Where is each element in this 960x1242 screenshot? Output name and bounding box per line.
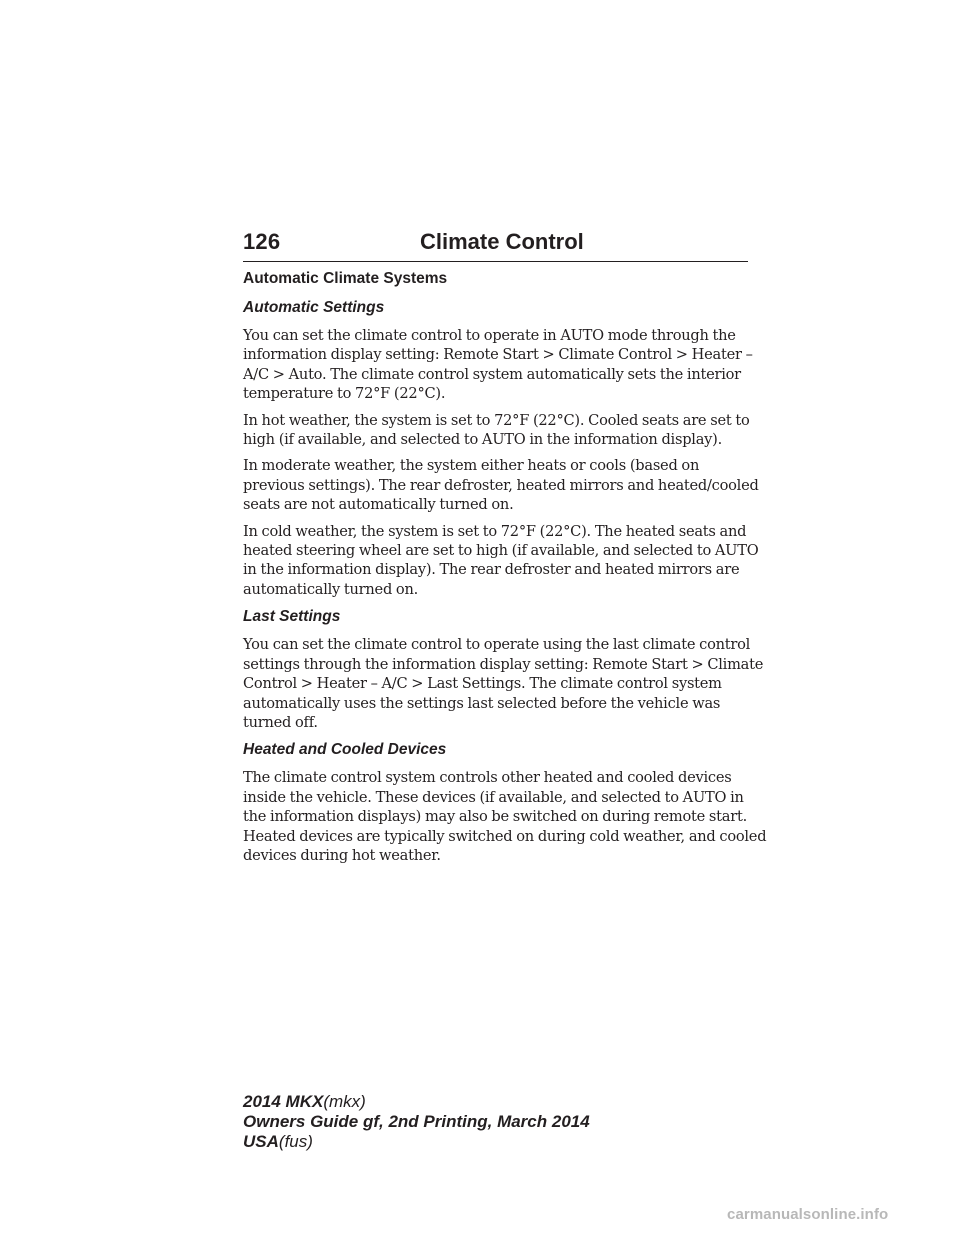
footer-region: USA	[243, 1132, 279, 1151]
text-line: In moderate weather, the system either heats or cools (based on	[243, 457, 700, 475]
text-line: temperature to 72°F (22°C).	[243, 385, 446, 403]
text-line: information display setting: Remote Start > Climate Control > Heater –	[243, 346, 753, 364]
text-line: Control > Heater – A/C > Last Settings. The climate control system	[243, 675, 722, 693]
text-line: settings through the information display setting: Remote Start > Climate	[243, 655, 764, 673]
text-line: You can set the climate control to operate using the last climate control	[243, 636, 751, 654]
automatic-settings-paragraph	[243, 326, 753, 404]
heated-cooled-devices-paragraph	[243, 768, 767, 865]
text-line: seats are not automatically turned on.	[243, 496, 514, 514]
text-line: automatically turned on.	[243, 580, 418, 598]
chapter-title: Climate Control	[420, 229, 584, 254]
text-line: In hot weather, the system is set to 72°F (22°C). Cooled seats are set to	[243, 411, 750, 429]
moderate-weather-paragraph	[243, 456, 759, 514]
footer-region-code: (fus)	[278, 1132, 313, 1151]
footer-edition-line: Owners Guide gf, 2nd Printing, March 2014	[243, 1112, 590, 1131]
text-line: Heated devices are typically switched on during cold weather, and cooled	[243, 827, 767, 845]
page-header	[243, 227, 748, 262]
text-line: automatically uses the settings last selected before the vehicle was	[243, 694, 721, 712]
text-line: the information displays) may also be switched on during remote start.	[243, 808, 747, 826]
text-line: turned off.	[243, 713, 318, 731]
text-line: You can set the climate control to operate in AUTO mode through the	[243, 327, 736, 344]
document-footer	[243, 1092, 590, 1152]
last-settings-heading: Last Settings	[243, 608, 341, 626]
automatic-settings-heading: Automatic Settings	[243, 299, 385, 316]
text-line: The climate control system controls other heated and cooled devices	[243, 769, 732, 787]
text-line: devices during hot weather.	[243, 846, 441, 864]
page-content	[243, 268, 767, 872]
text-line: In cold weather, the system is set to 72°F (22°C). The heated seats and	[243, 522, 747, 540]
cold-weather-paragraph	[243, 522, 759, 600]
text-line: in the information display). The rear defroster and heated mirrors are	[243, 561, 740, 579]
section-title: Automatic Climate Systems	[243, 270, 448, 287]
heated-cooled-devices-heading: Heated and Cooled Devices	[243, 741, 447, 759]
page-number: 126	[243, 229, 281, 254]
text-line: heated steering wheel are set to high (if available, and selected to AUTO	[243, 542, 759, 560]
text-line: inside the vehicle. These devices (if available, and selected to AUTO in	[243, 788, 744, 806]
footer-region-line	[243, 1132, 590, 1152]
footer-model: 2014 MKX	[243, 1092, 324, 1111]
text-line: A/C > Auto. The climate control system automatically sets the interior	[243, 365, 741, 383]
text-line: previous settings). The rear defroster, heated mirrors and heated/cooled	[243, 476, 759, 494]
watermark-text: carmanualsonline.info	[727, 1206, 889, 1223]
hot-weather-paragraph	[243, 411, 753, 450]
text-line: high (if available, and selected to AUTO in the information display).	[243, 431, 722, 449]
footer-model-code: (mkx)	[323, 1092, 366, 1111]
last-settings-paragraph	[243, 635, 764, 732]
footer-model-line	[243, 1092, 590, 1112]
